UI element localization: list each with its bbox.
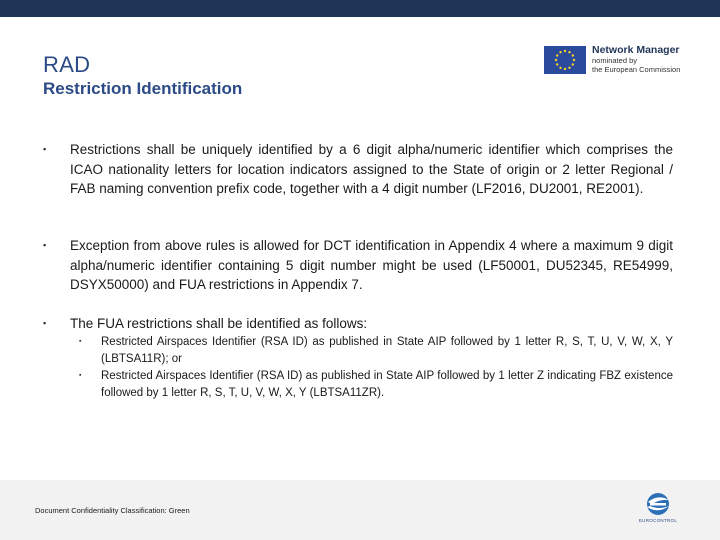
top-banner <box>0 0 720 17</box>
bullet-item <box>43 140 673 199</box>
bullet-square-icon: ▪ <box>43 318 47 328</box>
page-subtitle: Restriction Identification <box>43 79 243 98</box>
confidentiality-classification: Document Confidentiality Classification: Green <box>35 506 190 515</box>
footer <box>0 480 720 540</box>
sub-bullet-text: Restricted Airspaces Identifier (RSA ID) as published in State AIP followed by 1 letter R, S, T, U, V, W, X, Y (LBTSA11R); or <box>101 336 673 365</box>
sub-bullet-item <box>79 334 673 367</box>
network-manager-logo <box>544 44 694 76</box>
logo-text <box>592 44 692 74</box>
sub-bullet-text: Restricted Airspaces Identifier (RSA ID) as published in State AIP followed by 1 letter Z indicating FBZ existence followed by 1 letter R, S, T, U, V, W, X, Y (LBTSA11ZR). <box>101 370 673 399</box>
bullet-square-icon: ▪ <box>79 338 82 345</box>
logo-line-2: the European Commission <box>592 65 681 74</box>
bullet-item <box>43 236 673 295</box>
sub-bullet-item <box>79 368 673 401</box>
bullet-text: The FUA restrictions shall be identified as follows: <box>70 316 368 331</box>
eu-flag-icon <box>544 46 586 74</box>
bullet-text: Restrictions shall be uniquely identified by a 6 digit alpha/numeric identifier which comprises the ICAO nationality letters for location indicators assigned to the State of origin or 2 letter Regional / FAB naming convention prefix code, together with a 4 digit number (LF2016, DU2001, RE2001). <box>70 142 673 196</box>
bullet-text: Exception from above rules is allowed for DCT identification in Appendix 4 where a maximum 9 digit alpha/numeric identifier containing 5 digit number might be used (LF50001, DU52345, RE54999, DSYX50000) and FUA restrictions in Appendix 7. <box>70 238 673 292</box>
logo-line-1: nominated by <box>592 56 638 65</box>
page-title: RAD <box>43 52 91 77</box>
bullet-square-icon: ▪ <box>79 372 82 379</box>
logo-title: Network Manager <box>592 44 680 56</box>
bullet-square-icon: ▪ <box>43 144 47 154</box>
eurocontrol-logo-text: EUROCONTROL <box>638 518 678 523</box>
bullet-square-icon: ▪ <box>43 240 47 250</box>
bullet-item <box>43 314 673 334</box>
